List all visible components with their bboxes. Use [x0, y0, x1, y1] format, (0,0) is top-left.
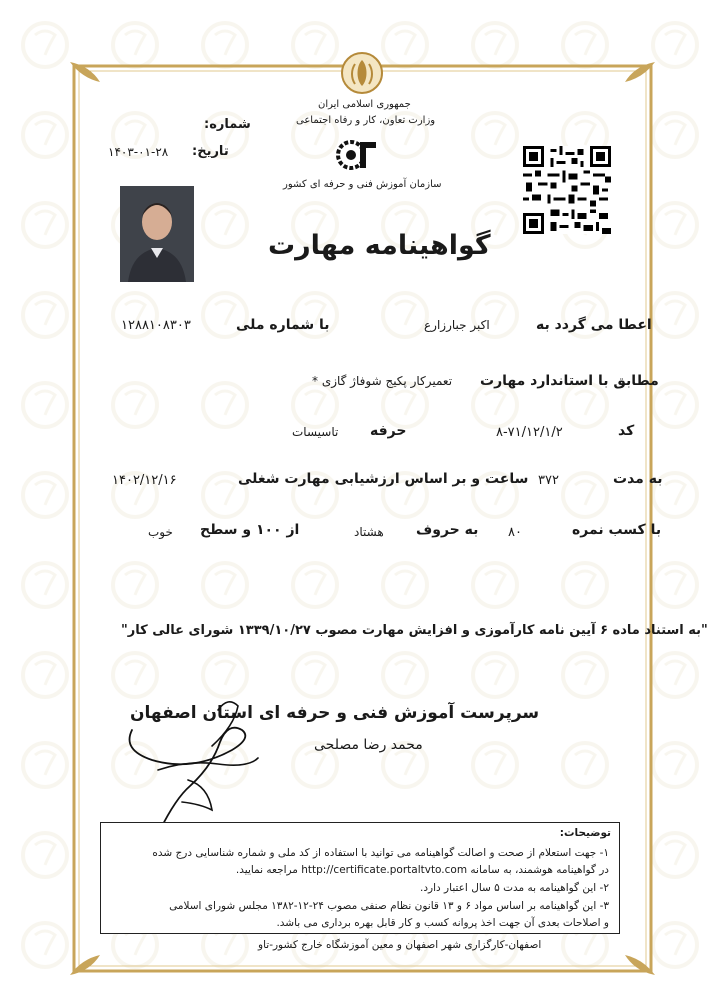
standard-label: مطابق با استاندارد مهارت: [480, 373, 659, 389]
date-label: تاریخ:: [192, 144, 229, 159]
republic-title: جمهوری اسلامی ایران: [318, 99, 411, 110]
trade-value: تاسیسات: [292, 425, 339, 439]
letters-value: هشتاد: [354, 525, 384, 539]
score-label: با کسب نمره: [572, 522, 662, 538]
code-value: ۸-۷۱/۱۲/۱/۲: [496, 425, 563, 440]
standard-value: تعمیرکار پکیج شوفاژ گازی *: [312, 374, 453, 388]
trade-label: حرفه: [370, 423, 407, 439]
note-line: و اصلاحات بعدی آن جهت اخذ پروانه کسب و کار قابل بهره برداری می باشد.: [276, 917, 609, 929]
notes-box: [100, 822, 620, 934]
national-id-label: با شماره ملی: [236, 317, 330, 333]
certificate-title: گواهینامه مهارت: [268, 230, 491, 261]
duration-value: ۳۷۲: [538, 473, 559, 488]
date-value: ۱۴۰۳-۰۱-۲۸: [108, 145, 169, 159]
iran-emblem-icon: [339, 50, 385, 96]
tvto-logo-icon: [336, 136, 382, 174]
organization-name: سازمان آموزش فنی و حرفه ای کشور: [283, 179, 442, 190]
level-value: خوب: [148, 525, 173, 539]
handwritten-signature: [118, 690, 288, 840]
regulation-text: "به استناد ماده ۶ آیین نامه کارآموزی و افزایش مهارت مصوب ۱۳۳۹/۱۰/۲۷ شورای عالی کار": [121, 623, 708, 638]
holder-name: اکبر جبارزارع: [424, 318, 490, 332]
level-label: از ۱۰۰ و سطح: [200, 522, 300, 538]
notes-heading: توضیحات:: [559, 827, 611, 839]
note-line: ۲- این گواهینامه به مدت ۵ سال اعتبار دارد.: [420, 882, 609, 894]
code-label: کد: [618, 423, 635, 439]
national-id-value: ۱۲۸۸۱۰۸۳۰۳: [121, 318, 191, 333]
footer-text: اصفهان-کارگزاری شهر اصفهان و معین آموزشگاه خارج کشور-تاو: [258, 939, 542, 951]
assessment-label: ساعت و بر اساس ارزشیابی مهارت شغلی: [238, 471, 529, 487]
qr-code: [523, 146, 611, 234]
duration-label: به مدت: [613, 471, 663, 487]
number-label: شماره:: [204, 117, 251, 132]
letters-label: به حروف: [416, 522, 479, 538]
note-line: ۱- جهت استعلام از صحت و اصالت گواهینامه می توانید با استفاده از کد ملی و شماره شناسایی درج شده: [152, 847, 609, 859]
signatory-name: محمد رضا مصلحی: [314, 737, 423, 753]
signatory-title: سرپرست آموزش فنی و حرفه ای استان اصفهان: [130, 703, 540, 723]
holder-photo: [120, 186, 194, 282]
ministry-title: وزارت تعاون، کار و رفاه اجتماعی: [296, 115, 436, 126]
assessment-date: ۱۴۰۲/۱۲/۱۶: [112, 473, 177, 488]
score-value: ۸۰: [508, 525, 522, 540]
note-line: ۳- این گواهینامه بر اساس مواد ۶ و ۱۳ قانون نظام صنفی مصوب ۲۴-۱۲-۱۳۸۲ مجلس شورای اسلامی: [169, 900, 609, 912]
note-line: در گواهینامه هوشمند، به سامانه http://certificate.portaltvto.com مراجعه نمایید.: [235, 864, 609, 876]
granted-label: اعطا می گردد به: [536, 317, 652, 333]
